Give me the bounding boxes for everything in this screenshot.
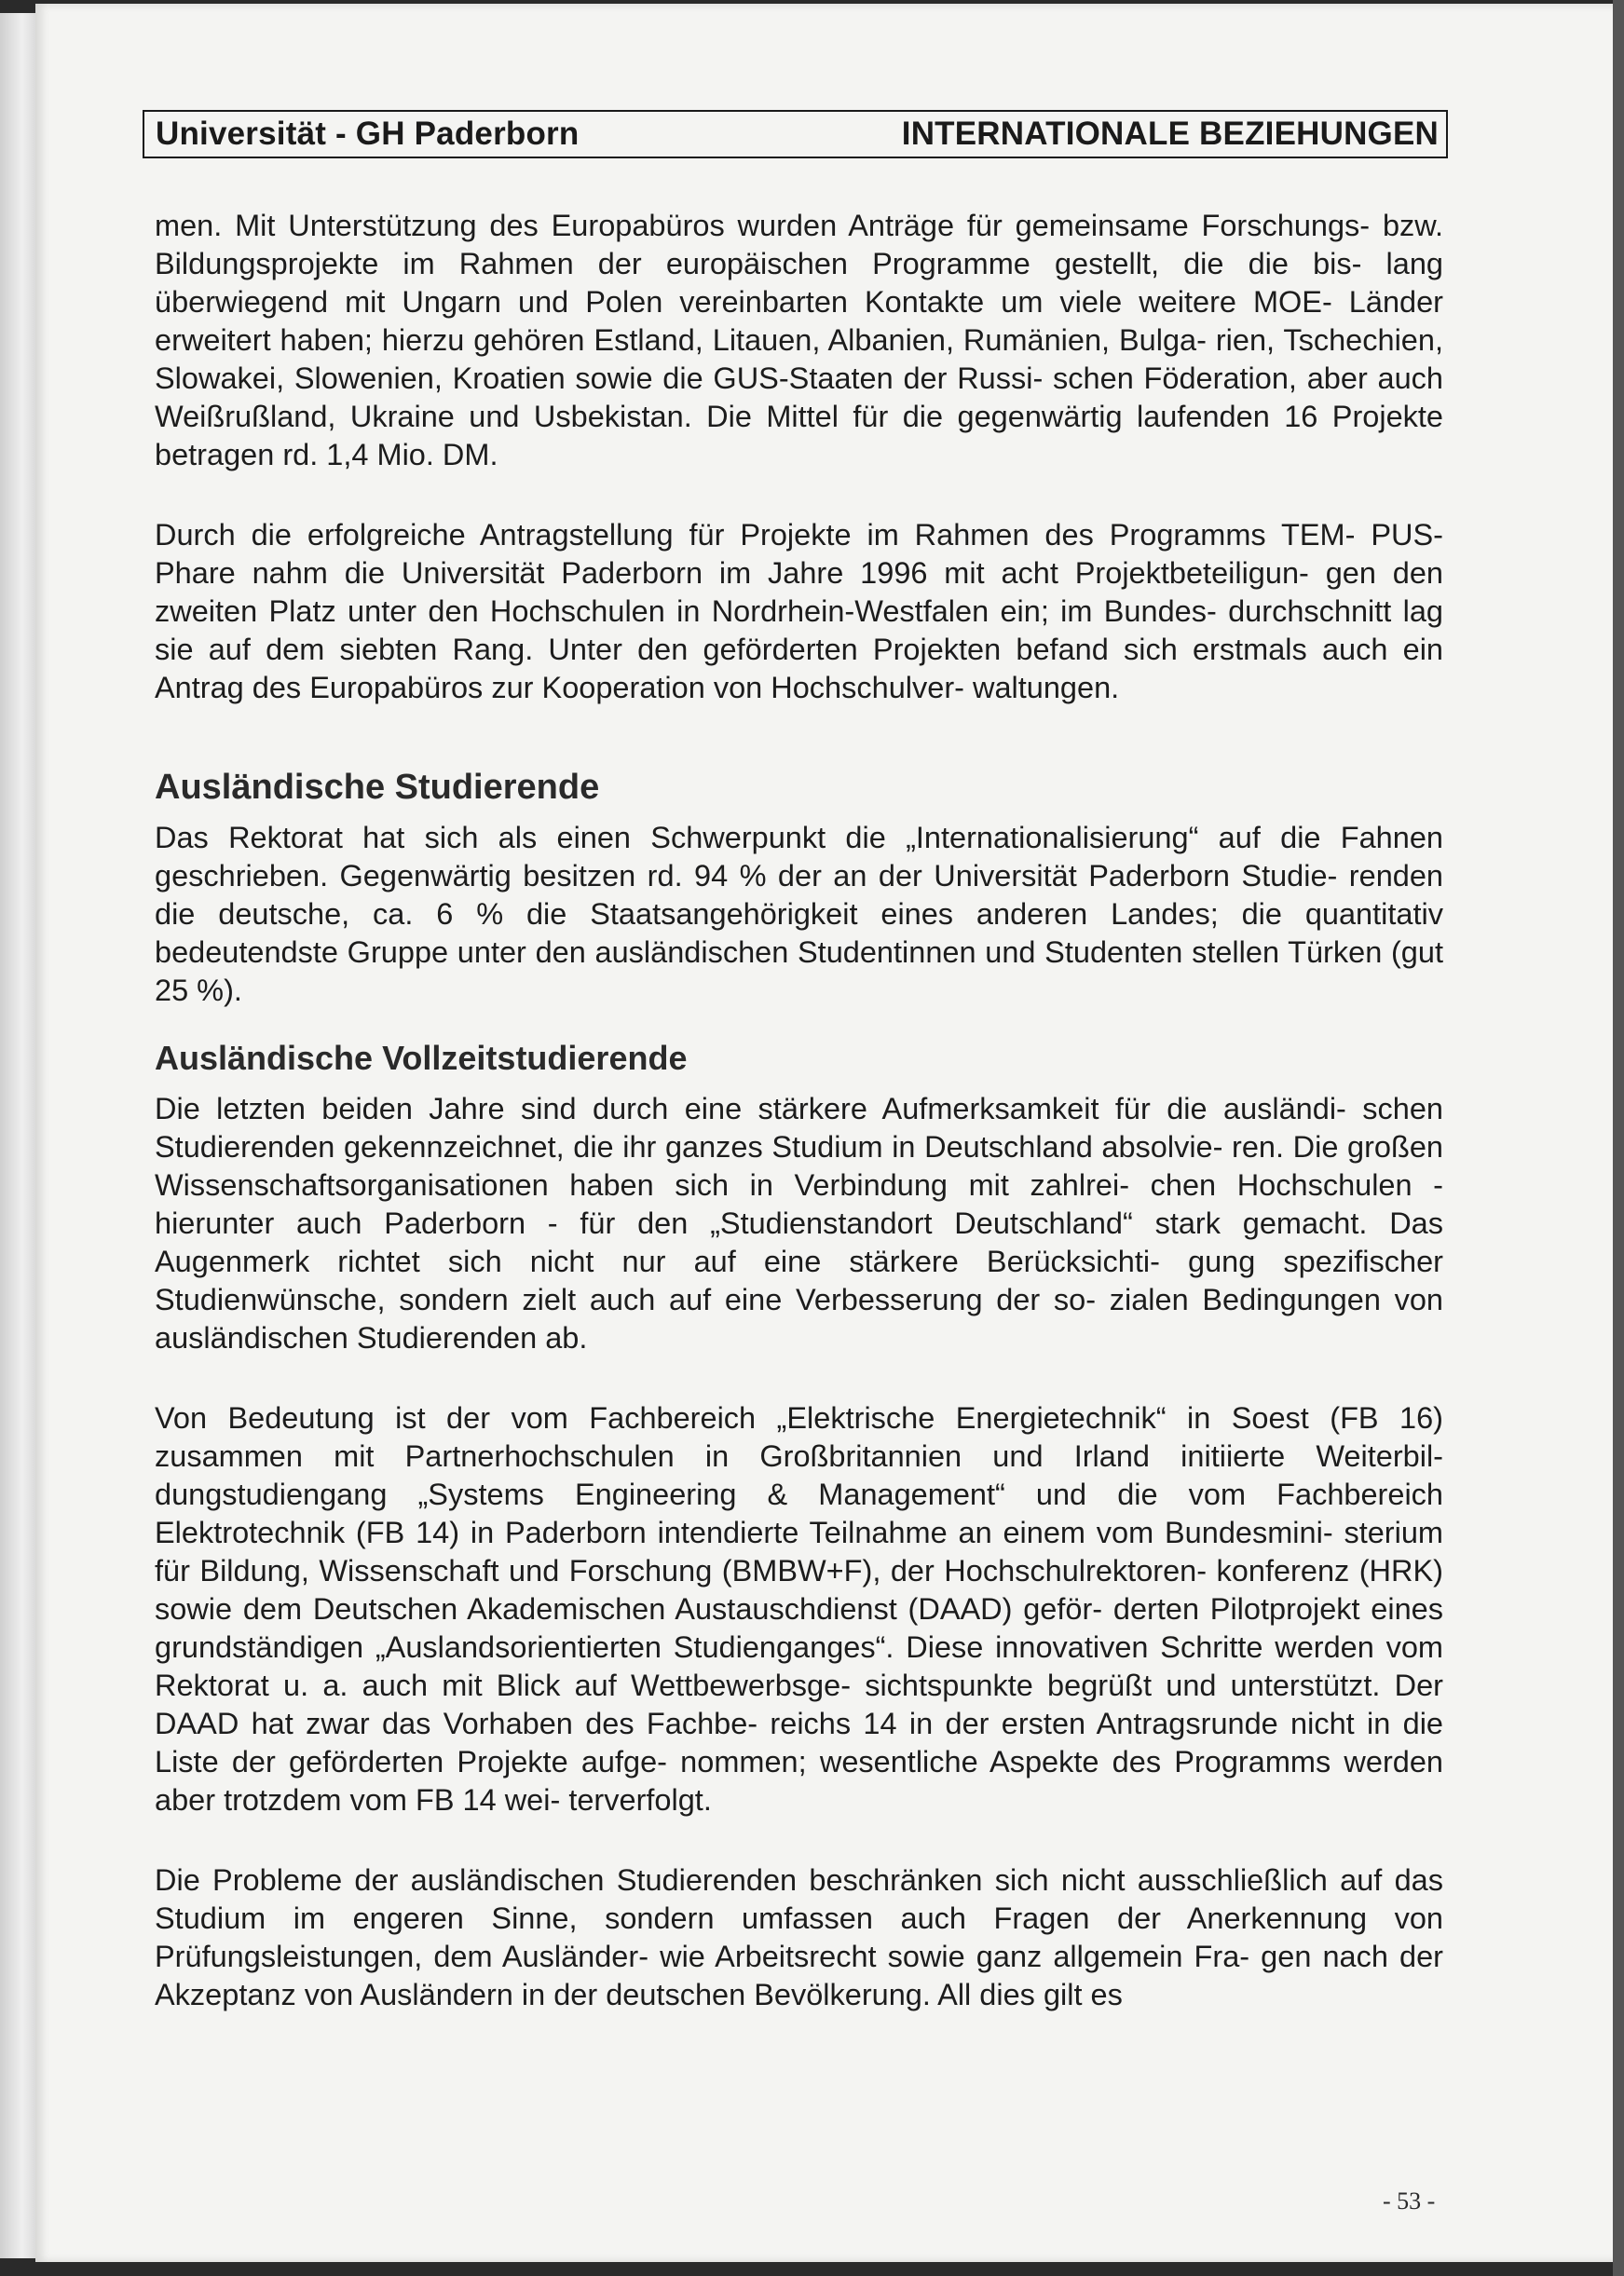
paragraph: Durch die erfolgreiche Antragstellung für Projekte im Rahmen des Programms TEM- PUS-Phare nahm die Universität Paderborn im Jahre 1996 mit acht Projektbeteiligun- gen den zweiten Platz unter den Hochschulen in Nordrhein-Westfalen ein; im Bundes- durchschnitt lag sie auf dem siebten Rang. Unter den geförderten Projekten befand sich erstmals auch ein Antrag des Europabüros zur Kooperation von Hochschulver- waltungen.: [155, 518, 1443, 704]
header-university: Universität - GH Paderborn: [156, 116, 580, 152]
paragraph: Das Rektorat hat sich als einen Schwerpunkt die „Internationalisierung“ auf die Fahnen geschrieben. Gegenwärtig besitzen rd. 94 % der an der Universität Paderborn Studie- renden die deutsche, ca. 6 % die Staatsangehörigkeit eines anderen Landes; die quantitativ bedeutendste Gruppe unter den ausländischen Studentinnen und Studenten stellen Türken (gut 25 %).: [155, 821, 1443, 1007]
adjacent-page-edge: [0, 13, 37, 2258]
section-heading: Ausländische Studierende: [155, 768, 600, 807]
running-header: [143, 110, 1448, 158]
paragraph: Die Probleme der ausländischen Studierenden beschränken sich nicht ausschließlich auf das Studium im engeren Sinne, sondern umfassen auch Fragen der Anerkennung von Prüfungsleistungen, dem Ausländer- wie Arbeitsrecht sowie ganz allgemein Fra- gen nach der Akzeptanz von Ausländern in der deutschen Bevölkerung. All dies gilt es: [155, 1863, 1443, 2011]
header-section-title: INTERNATIONALE BEZIEHUNGEN: [901, 116, 1439, 152]
paragraph: men. Mit Unterstützung des Europabüros wurden Anträge für gemeinsame Forschungs- bzw. Bildungsprojekte im Rahmen der europäischen Programme gestellt, die die bis- lang überwiegend mit Ungarn und Polen vereinbarten Kontakte um viele weitere MOE- Länder erweitert haben; hierzu gehören Estland, Litauen, Albanien, Rumänien, Bulga- rien, Tschechien, Slowakei, Slowenien, Kroatien sowie die GUS-Staaten der Russi- schen Föderation, aber auch Weißrußland, Ukraine und Usbekistan. Die Mittel für die gegenwärtig laufenden 16 Projekte betragen rd. 1,4 Mio. DM.: [155, 209, 1443, 471]
paragraph: Die letzten beiden Jahre sind durch eine stärkere Aufmerksamkeit für die ausländi- schen Studierenden gekennzeichnet, die ihr ganzes Studium in Deutschland absolvie- ren. Die großen Wissenschaftsorganisationen haben sich in Verbindung mit zahlrei- chen Hochschulen - hierunter auch Paderborn - für den „Studienstandort Deutschland“ stark gemacht. Das Augenmerk richtet sich nicht nur auf eine stärkere Berücksichti- gung spezifischer Studienwünsche, sondern zielt auch auf eine Verbesserung der so- zialen Bedingungen von ausländischen Studierenden ab.: [155, 1092, 1443, 1355]
scan-border: [1613, 0, 1624, 2276]
page-number: - 53 -: [1383, 2187, 1436, 2215]
subsection-heading: Ausländische Vollzeitstudierende: [155, 1039, 688, 1077]
body-text: [155, 207, 1443, 2014]
paragraph: Von Bedeutung ist der vom Fachbereich „Elektrische Energietechnik“ in Soest (FB 16) zusammen mit Partnerhochschulen in Großbritannien und Irland initiierte Weiterbil- dungstudiengang „Systems Engineering & Management“ und die vom Fachbereich Elektrotechnik (FB 14) in Paderborn intendierte Teilnahme an einem vom Bundesmini- sterium für Bildung, Wissenschaft und Forschung (BMBW+F), der Hochschulrektoren- konferenz (HRK) sowie dem Deutschen Akademischen Austauschdienst (DAAD) geför- derten Pilotprojekt eines grundständigen „Auslandsorientierten Studienganges“. Diese innovativen Schritte werden vom Rektorat u. a. auch mit Blick auf Wettbewerbsge- sichtspunkte begrüßt und unterstützt. Der DAAD hat zwar das Vorhaben des Fachbe- reichs 14 in der ersten Antragsrunde nicht in die Liste der geförderten Projekte aufge- nommen; wesentliche Aspekte des Programms werden aber trotzdem vom FB 14 wei- terverfolgt.: [155, 1401, 1443, 1817]
